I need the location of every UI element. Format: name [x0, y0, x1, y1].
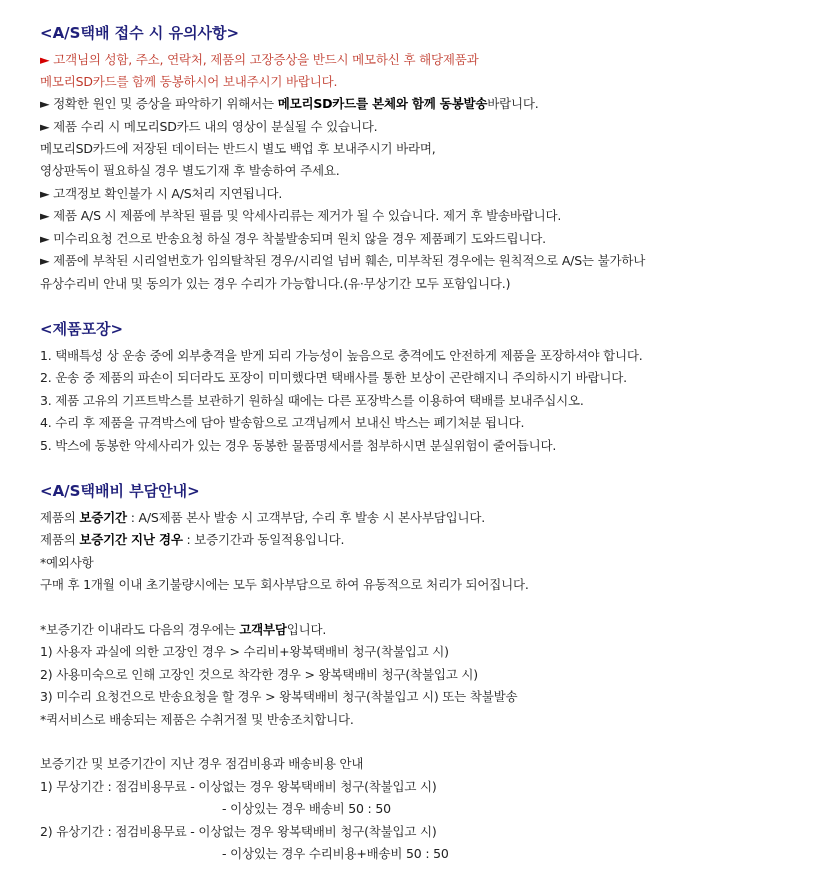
notice-text: 바랍니다. — [487, 96, 539, 111]
cost-line: - 이상있는 경우 배송비 50 : 50 — [222, 801, 391, 816]
notice-line: 영상판독이 필요하실 경우 별도기재 후 발송하여 주세요. — [40, 163, 340, 178]
notice-line — [40, 93, 539, 115]
cost-line: 구매 후 1개월 이내 초기불량시에는 모두 회사부담으로 하여 유동적으로 처리가 되어집니다. — [40, 577, 529, 592]
packaging-item: 1. 택배특성 상 운송 중에 외부충격을 받게 되리 가능성이 높음으로 충격에도 안전하게 제품을 포장하셔야 합니다. — [40, 348, 643, 363]
cost-line: *퀵서비스로 배송되는 제품은 수취거절 및 반송조치합니다. — [40, 712, 354, 727]
cost-line: 1) 사용자 과실에 의한 고장인 경우 > 수리비+왕복택배비 청구(착불입고 시) — [40, 644, 449, 659]
notice-line: 메모리SD카드를 함께 동봉하시어 보내주시기 바랍니다. — [40, 74, 338, 89]
notice-text: 고객님의 성함, 주소, 연락처, 제품의 고장증상을 반드시 메모하신 후 해당제품과 — [49, 52, 479, 67]
cost-line: 2) 사용미숙으로 인해 고장인 것으로 착각한 경우 > 왕복택배비 청구(착불입고 시) — [40, 667, 478, 682]
section-title-shipping-cost: <A/S택배비 부담안내> — [40, 482, 200, 500]
cost-line: - 이상있는 경우 수리비용+배송비 50 : 50 — [222, 846, 449, 861]
notice-line — [40, 49, 478, 71]
triangle-marker-icon: ► — [40, 52, 50, 67]
packaging-item: 4. 수리 후 제품을 규격박스에 담아 발송함으로 고객님께서 보내신 박스는 폐기처분 됩니다. — [40, 415, 525, 430]
notice-line: 유상수리비 안내 및 동의가 있는 경우 수리가 가능합니다.(유·무상기간 모두 포함입니다.) — [40, 276, 511, 291]
notice-emphasis: 메모리SD카드를 본체와 함께 동봉발송 — [277, 96, 488, 111]
cost-line: 2) 유상기간 : 점검비용무료 - 이상없는 경우 왕복택배비 청구(착불입고 시) — [40, 824, 437, 839]
notice-line: ► 미수리요청 건으로 반송요청 하실 경우 착불발송되며 원치 않을 경우 제품폐기 도와드립니다. — [40, 231, 546, 246]
cost-line — [40, 507, 485, 529]
cost-text: : 보증기간과 동일적용입니다. — [182, 532, 345, 547]
cost-emphasis: 보증기간 — [79, 510, 127, 525]
notice-line: ► 제품 수리 시 메모리SD카드 내의 영상이 분실될 수 있습니다. — [40, 119, 378, 134]
notice-text: ► 정확한 원인 및 증상을 파악하기 위해서는 — [40, 96, 278, 111]
cost-text: 제품의 — [40, 510, 80, 525]
cost-line: 3) 미수리 요청건으로 반송요청을 할 경우 > 왕복택배비 청구(착불입고 시) 또는 착불발송 — [40, 689, 518, 704]
cost-line: 1) 무상기간 : 점검비용무료 - 이상없는 경우 왕복택배비 청구(착불입고 시) — [40, 779, 437, 794]
cost-text: 입니다. — [286, 622, 327, 637]
cost-line: *예외사항 — [40, 555, 94, 570]
cost-text: : A/S제품 본사 발송 시 고객부담, 수리 후 발송 시 본사부담입니다. — [126, 510, 486, 525]
cost-emphasis: 보증기간 지난 경우 — [79, 532, 183, 547]
notice-line: 메모리SD카드에 저장된 데이터는 반드시 별도 백업 후 보내주시기 바라며, — [40, 141, 436, 156]
packaging-item: 2. 운송 중 제품의 파손이 되더라도 포장이 미미했다면 택배사를 통한 보상이 곤란해지니 주의하시기 바랍니다. — [40, 370, 627, 385]
notice-line: ► 제품 A/S 시 제품에 부착된 필름 및 악세사리류는 제거가 될 수 있습니다. 제거 후 발송바랍니다. — [40, 208, 562, 223]
cost-text: 제품의 — [40, 532, 80, 547]
section-title-packaging: <제품포장> — [40, 320, 124, 338]
cost-text: *보증기간 이내라도 다음의 경우에는 — [40, 622, 240, 637]
notice-line: ► 고객정보 확인불가 시 A/S처리 지연됩니다. — [40, 186, 283, 201]
cost-line — [40, 619, 326, 641]
packaging-item: 5. 박스에 동봉한 악세사리가 있는 경우 동봉한 물품명세서를 첨부하시면 분실위험이 줄어듭니다. — [40, 438, 557, 453]
cost-emphasis: 고객부담 — [239, 622, 287, 637]
notice-line: ► 제품에 부착된 시리얼번호가 임의탈착된 경우/시리얼 넘버 훼손, 미부착된 경우에는 원칙적으로 A/S는 불가하나 — [40, 253, 646, 268]
packaging-item: 3. 제품 고유의 기프트박스를 보관하기 원하실 때에는 다른 포장박스를 이용하여 택배를 보내주십시오. — [40, 393, 584, 408]
cost-line: 보증기간 및 보증기간이 지난 경우 점검비용과 배송비용 안내 — [40, 756, 364, 771]
section-title-as-reception: <A/S택배 접수 시 유의사항> — [40, 24, 240, 42]
cost-line — [40, 529, 344, 551]
